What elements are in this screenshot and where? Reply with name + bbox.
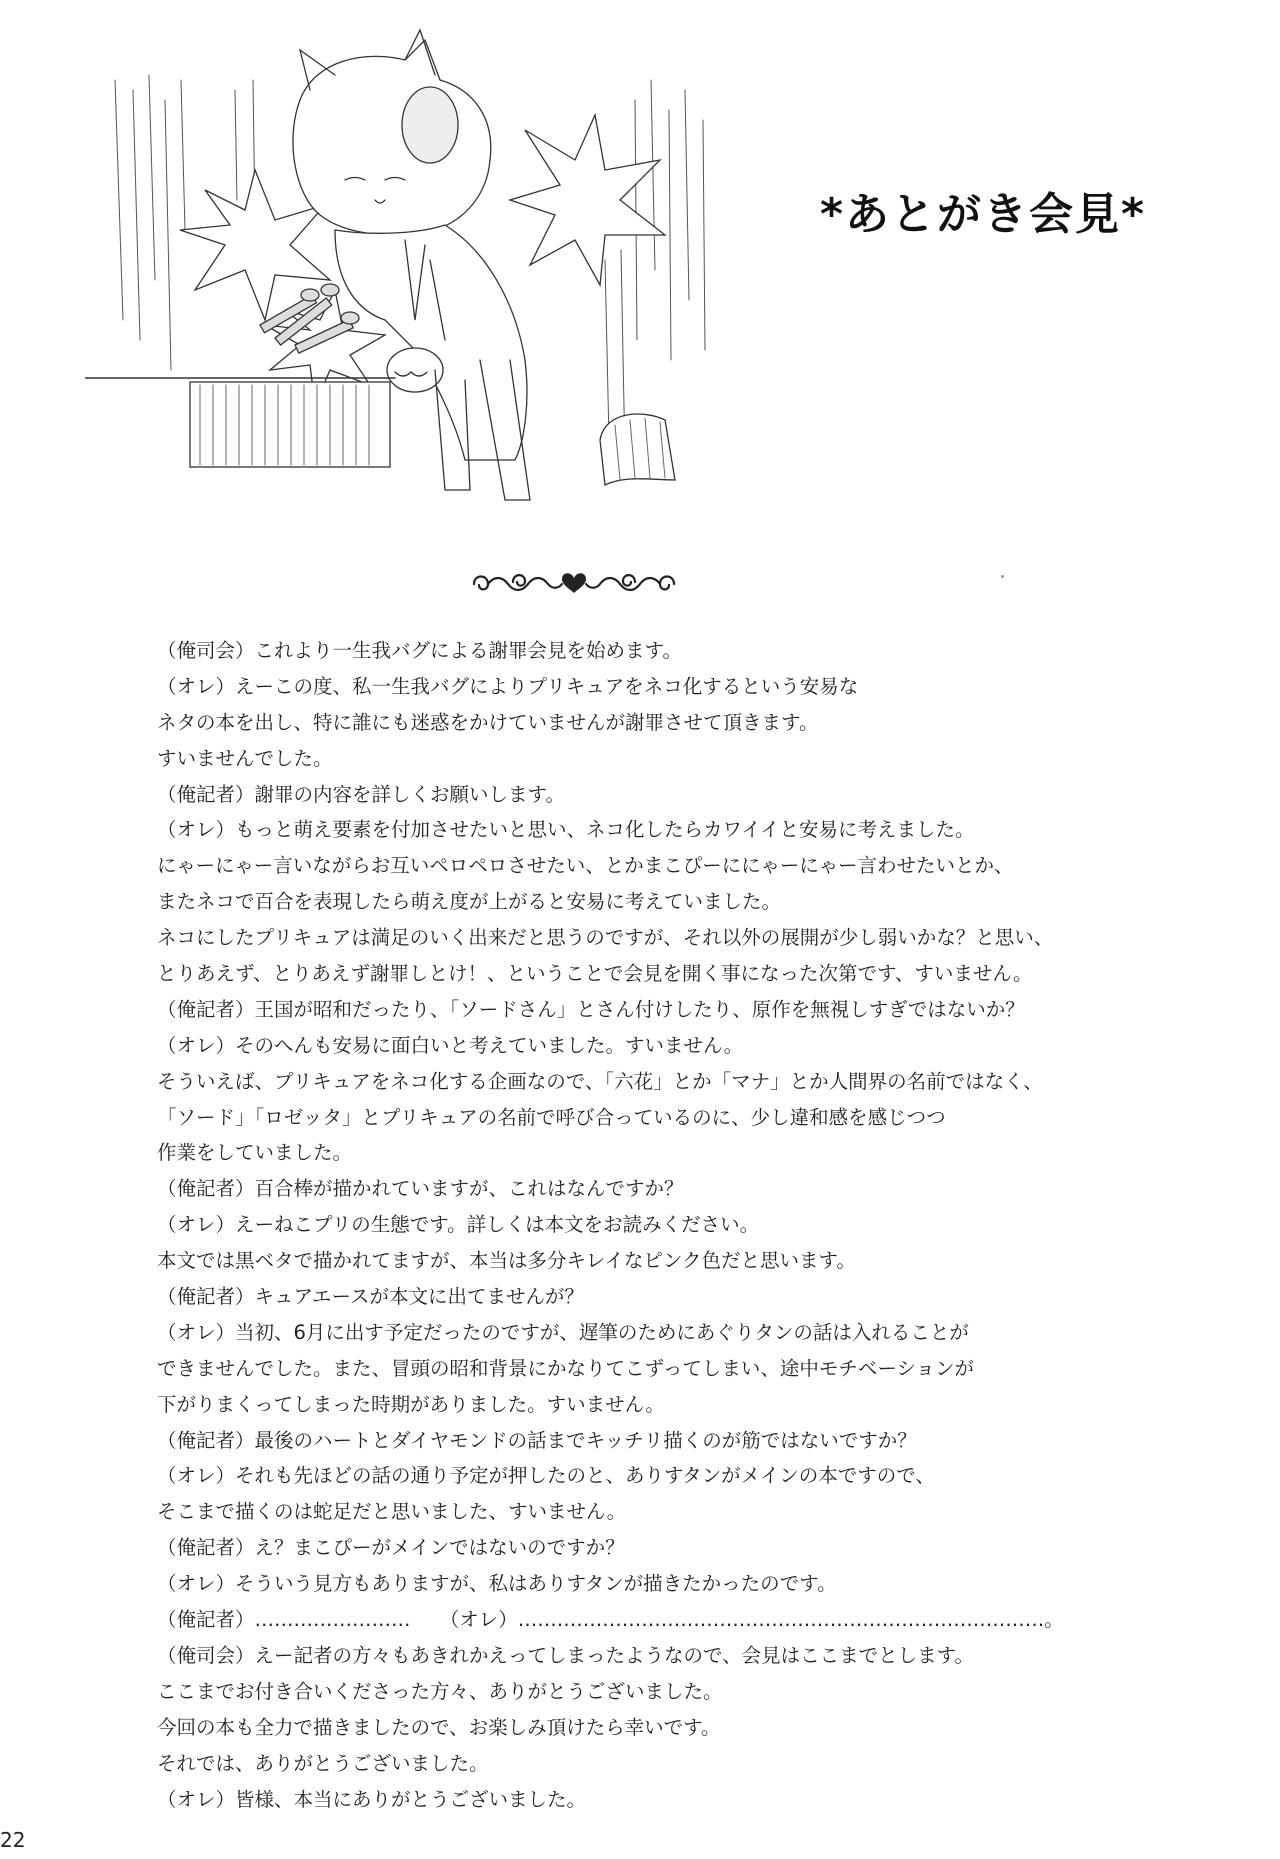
afterword-body	[157, 633, 1217, 1817]
text-line: （オレ）それも先ほどの話の通り予定が押したのと、ありすタンがメインの本ですので、	[157, 1464, 935, 1488]
text-line: （俺記者）え？まこぴーがメインではないのですか？	[157, 1536, 625, 1560]
chair	[600, 414, 675, 485]
text-line: 本文では黒ベタで描かれてますが、本当は多分キレイなピンク色だと思います。	[157, 1249, 856, 1273]
ornamental-divider	[468, 558, 680, 604]
text-line: （オレ）当初、6月に出す予定だったのですが、遅筆のためにあぐりタンの話は入れることが	[157, 1320, 969, 1344]
text-line: （俺記者）謝罪の内容を詳しくお願いします。	[157, 782, 565, 806]
text-line: （オレ）皆様、本当にありがとうございました。	[157, 1787, 587, 1811]
press-conference-illustration	[85, 20, 805, 530]
text-line: 作業をしていました。	[157, 1141, 353, 1165]
text-line: （オレ）えーこの度、私一生我バグによりプリキュアをネコ化するという安易な	[157, 674, 859, 698]
text-line: （オレ）そのへんも安易に面白いと考えていました。すいません。	[157, 1033, 744, 1057]
heart-icon	[562, 573, 586, 593]
text-line: とりあえず、とりあえず謝罪しとけ！、ということで会見を開く事になった次第です、すいません。	[157, 962, 1033, 986]
text-line: （オレ）えーねこプリの生態です。詳しくは本文をお読みください。	[157, 1213, 760, 1237]
text-line: すいませんでした。	[157, 746, 333, 770]
text-line: （俺記者）…………………… （オレ）………………………………………………………………………。	[157, 1608, 1064, 1632]
text-line: （俺記者）キュアエースが本文に出てませんが？	[157, 1285, 585, 1309]
text-line: （オレ）そういう見方もありますが、私はありすタンが描きたかったのです。	[157, 1572, 837, 1596]
text-line: ネコにしたプリキュアは満足のいく出来だと思うのですが、それ以外の展開が少し弱いかな？と思い、	[157, 926, 1054, 950]
text-line: 今回の本も全力で描きましたので、お楽しみ頂けたら幸いです。	[157, 1715, 721, 1739]
cat-head	[293, 40, 491, 235]
desk-front	[190, 382, 390, 467]
text-line: にゃーにゃー言いながらお互いペロペロさせたい、とかまこぴーににゃーにゃー言わせたいとか、	[157, 854, 1014, 878]
text-line: ここまでお付き合いくださった方々、ありがとうございました。	[157, 1679, 723, 1703]
text-line: （俺司会）えー記者の方々もあきれかえってしまったようなので、会見はここまでとします。	[157, 1643, 975, 1667]
afterword-title: *あとがき会見*	[820, 189, 1147, 240]
page-number: 22	[0, 1828, 26, 1852]
flash-burst-right	[510, 115, 665, 285]
text-line: またネコで百合を表現したら萌え度が上がると安易に考えていました。	[157, 890, 782, 914]
text-line: そこまで描くのは蛇足だと思いました、すいません。	[157, 1500, 627, 1524]
text-line: 下がりまくってしまった時期がありました。すいません。	[157, 1392, 665, 1416]
text-line: そういえば、プリキュアをネコ化する企画なので、「六花」とか「マナ」とか人間界の名前ではなく、	[157, 1069, 1043, 1093]
text-line: それでは、ありがとうございました。	[157, 1751, 489, 1775]
text-line: （俺記者）百合棒が描かれていますが、これはなんですか？	[157, 1177, 684, 1201]
text-line: ネタの本を出し、特に誰にも迷惑をかけていませんが謝罪させて頂きます。	[157, 710, 819, 734]
text-line: （オレ）もっと萌え要素を付加させたいと思い、ネコ化したらカワイイと安易に考えました。	[157, 818, 975, 842]
text-line: できませんでした。また、冒頭の昭和背景にかなりてこずってしまい、途中モチベーションが	[157, 1356, 975, 1380]
text-line: 「ソード」「ロゼッタ」とプリキュアの名前で呼び合っているのに、少し違和感を感じつつ	[157, 1105, 946, 1129]
stray-mark	[1001, 575, 1004, 578]
text-line: （俺記者）最後のハートとダイヤモンドの話までキッチリ描くのが筋ではないですか？	[157, 1428, 917, 1452]
text-line: （俺記者）王国が昭和だったり、「ソードさん」とさん付けしたり、原作を無視しすぎではないか？	[157, 997, 1025, 1021]
text-line: （俺司会）これより一生我バグによる謝罪会見を始めます。	[157, 639, 682, 662]
